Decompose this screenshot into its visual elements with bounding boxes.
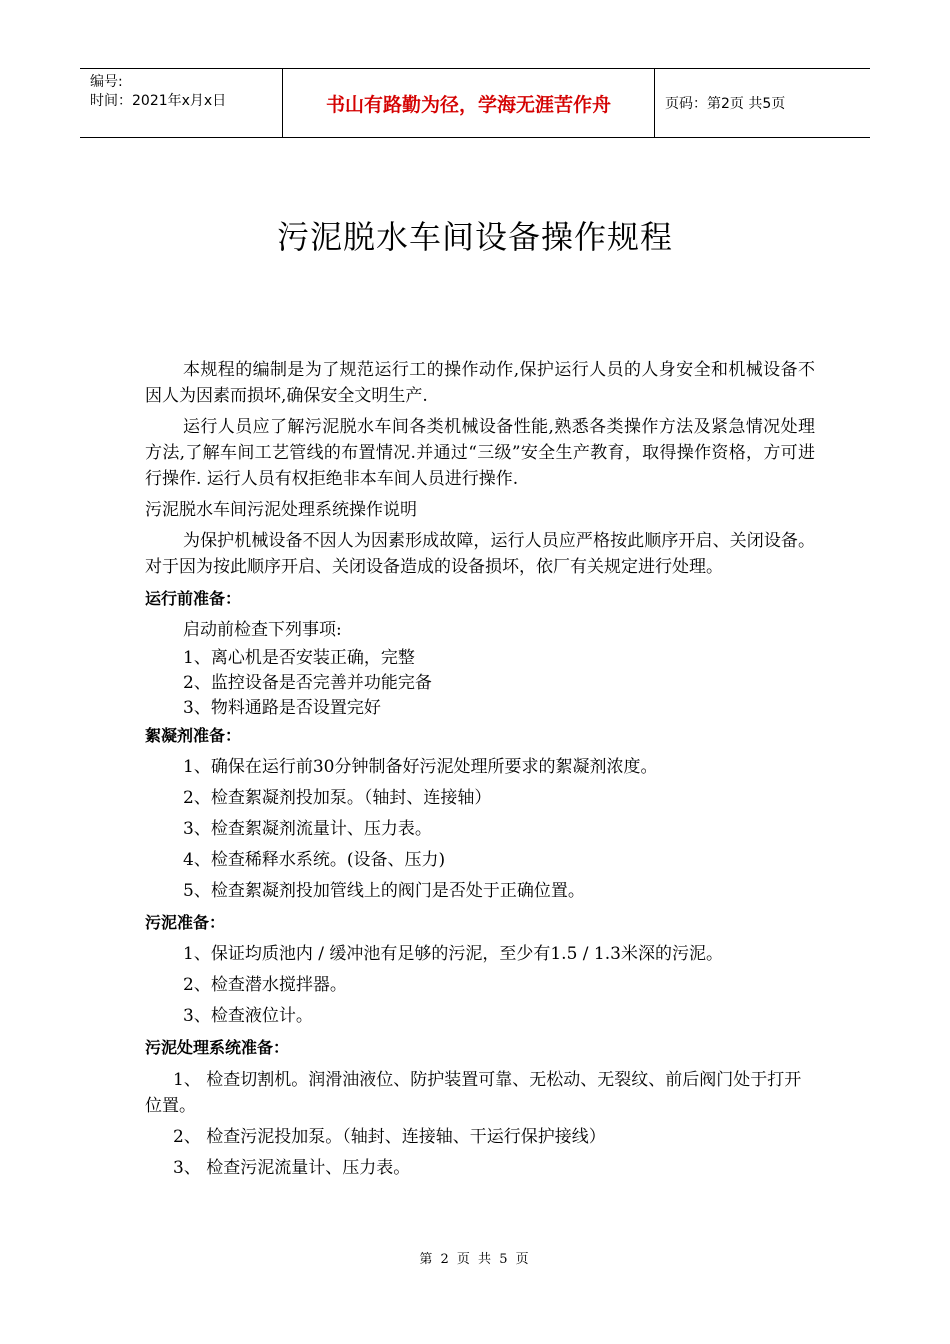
header-motto: 书山有路勤为径，学海无涯苦作舟 (282, 69, 655, 137)
page-footer: 第 2 页 共 5 页 (419, 1252, 531, 1267)
list-item: 3、 检查污泥流量计、压力表。 (173, 1158, 411, 1178)
header-meta (80, 69, 282, 137)
list-lead: 启动前检查下列事项: (183, 620, 342, 640)
section-heading-system: 污泥处理系统准备： (145, 1038, 290, 1057)
list-item: 3、检查絮凝剂流量计、压力表。 (183, 819, 432, 839)
header-page-code: 页码：第2页 共5页 (665, 96, 786, 112)
list-item: 2、检查潜水搅拌器。 (183, 975, 347, 995)
list-item: 1、 检查切割机。润滑油液位、防护装置可靠、无松动、无裂纹、前后阀门处于打开位置。 (145, 1070, 802, 1116)
document-header (80, 68, 870, 138)
section-heading-flocculant: 絮凝剂准备： (145, 726, 242, 745)
time-label: 时间：2021年x月x日 (90, 93, 227, 109)
system-paragraph: 为保护机械设备不因人为因素形成故障，运行人员应严格按此顺序开启、关闭设备。对于因为按此顺序开启、关闭设备造成的设备损坏，依厂有关规定进行处理。 (145, 531, 815, 577)
list-item: 2、 检查污泥投加泵。（轴封、连接轴、干运行保护接线） (173, 1127, 606, 1147)
list-item: 4、检查稀释水系统。(设备、压力) (183, 850, 446, 870)
list-item: 1、确保在运行前30分钟制备好污泥处理所要求的絮凝剂浓度。 (183, 757, 658, 777)
document-body (145, 357, 815, 1186)
number-label: 编号: (90, 74, 123, 90)
section-heading-pre-run: 运行前准备： (145, 589, 242, 608)
list-item: 3、物料通路是否设置完好 (183, 698, 381, 718)
list-item: 1、保证均质池内 / 缓冲池有足够的污泥，至少有1.5 / 1.3米深的污泥。 (183, 944, 723, 964)
list-item: 1、离心机是否安装正确，完整 (183, 648, 415, 668)
list-item: 5、检查絮凝剂投加管线上的阀门是否处于正确位置。 (183, 881, 585, 901)
list-item: 3、检查液位计。 (183, 1006, 313, 1026)
section-heading-sludge: 污泥准备： (145, 913, 226, 932)
list-item: 2、监控设备是否完善并功能完备 (183, 673, 432, 693)
document-title: 污泥脱水车间设备操作规程 (276, 218, 673, 256)
list-item: 2、检查絮凝剂投加泵。（轴封、连接轴） (183, 788, 492, 808)
intro-paragraph: 本规程的编制是为了规范运行工的操作动作,保护运行人员的人身安全和机械设备不因人为因素而损坏,确保安全文明生产. (145, 360, 815, 406)
system-subheading: 污泥脱水车间污泥处理系统操作说明 (145, 500, 417, 520)
intro-paragraph: 运行人员应了解污泥脱水车间各类机械设备性能,熟悉各类操作方法及紧急情况处理方法,了解车间工艺管线的布置情况.并通过“三级”安全生产教育，取得操作资格，方可进行操作. 运行人员有权拒绝非本车间人员进行操作. (145, 417, 815, 489)
